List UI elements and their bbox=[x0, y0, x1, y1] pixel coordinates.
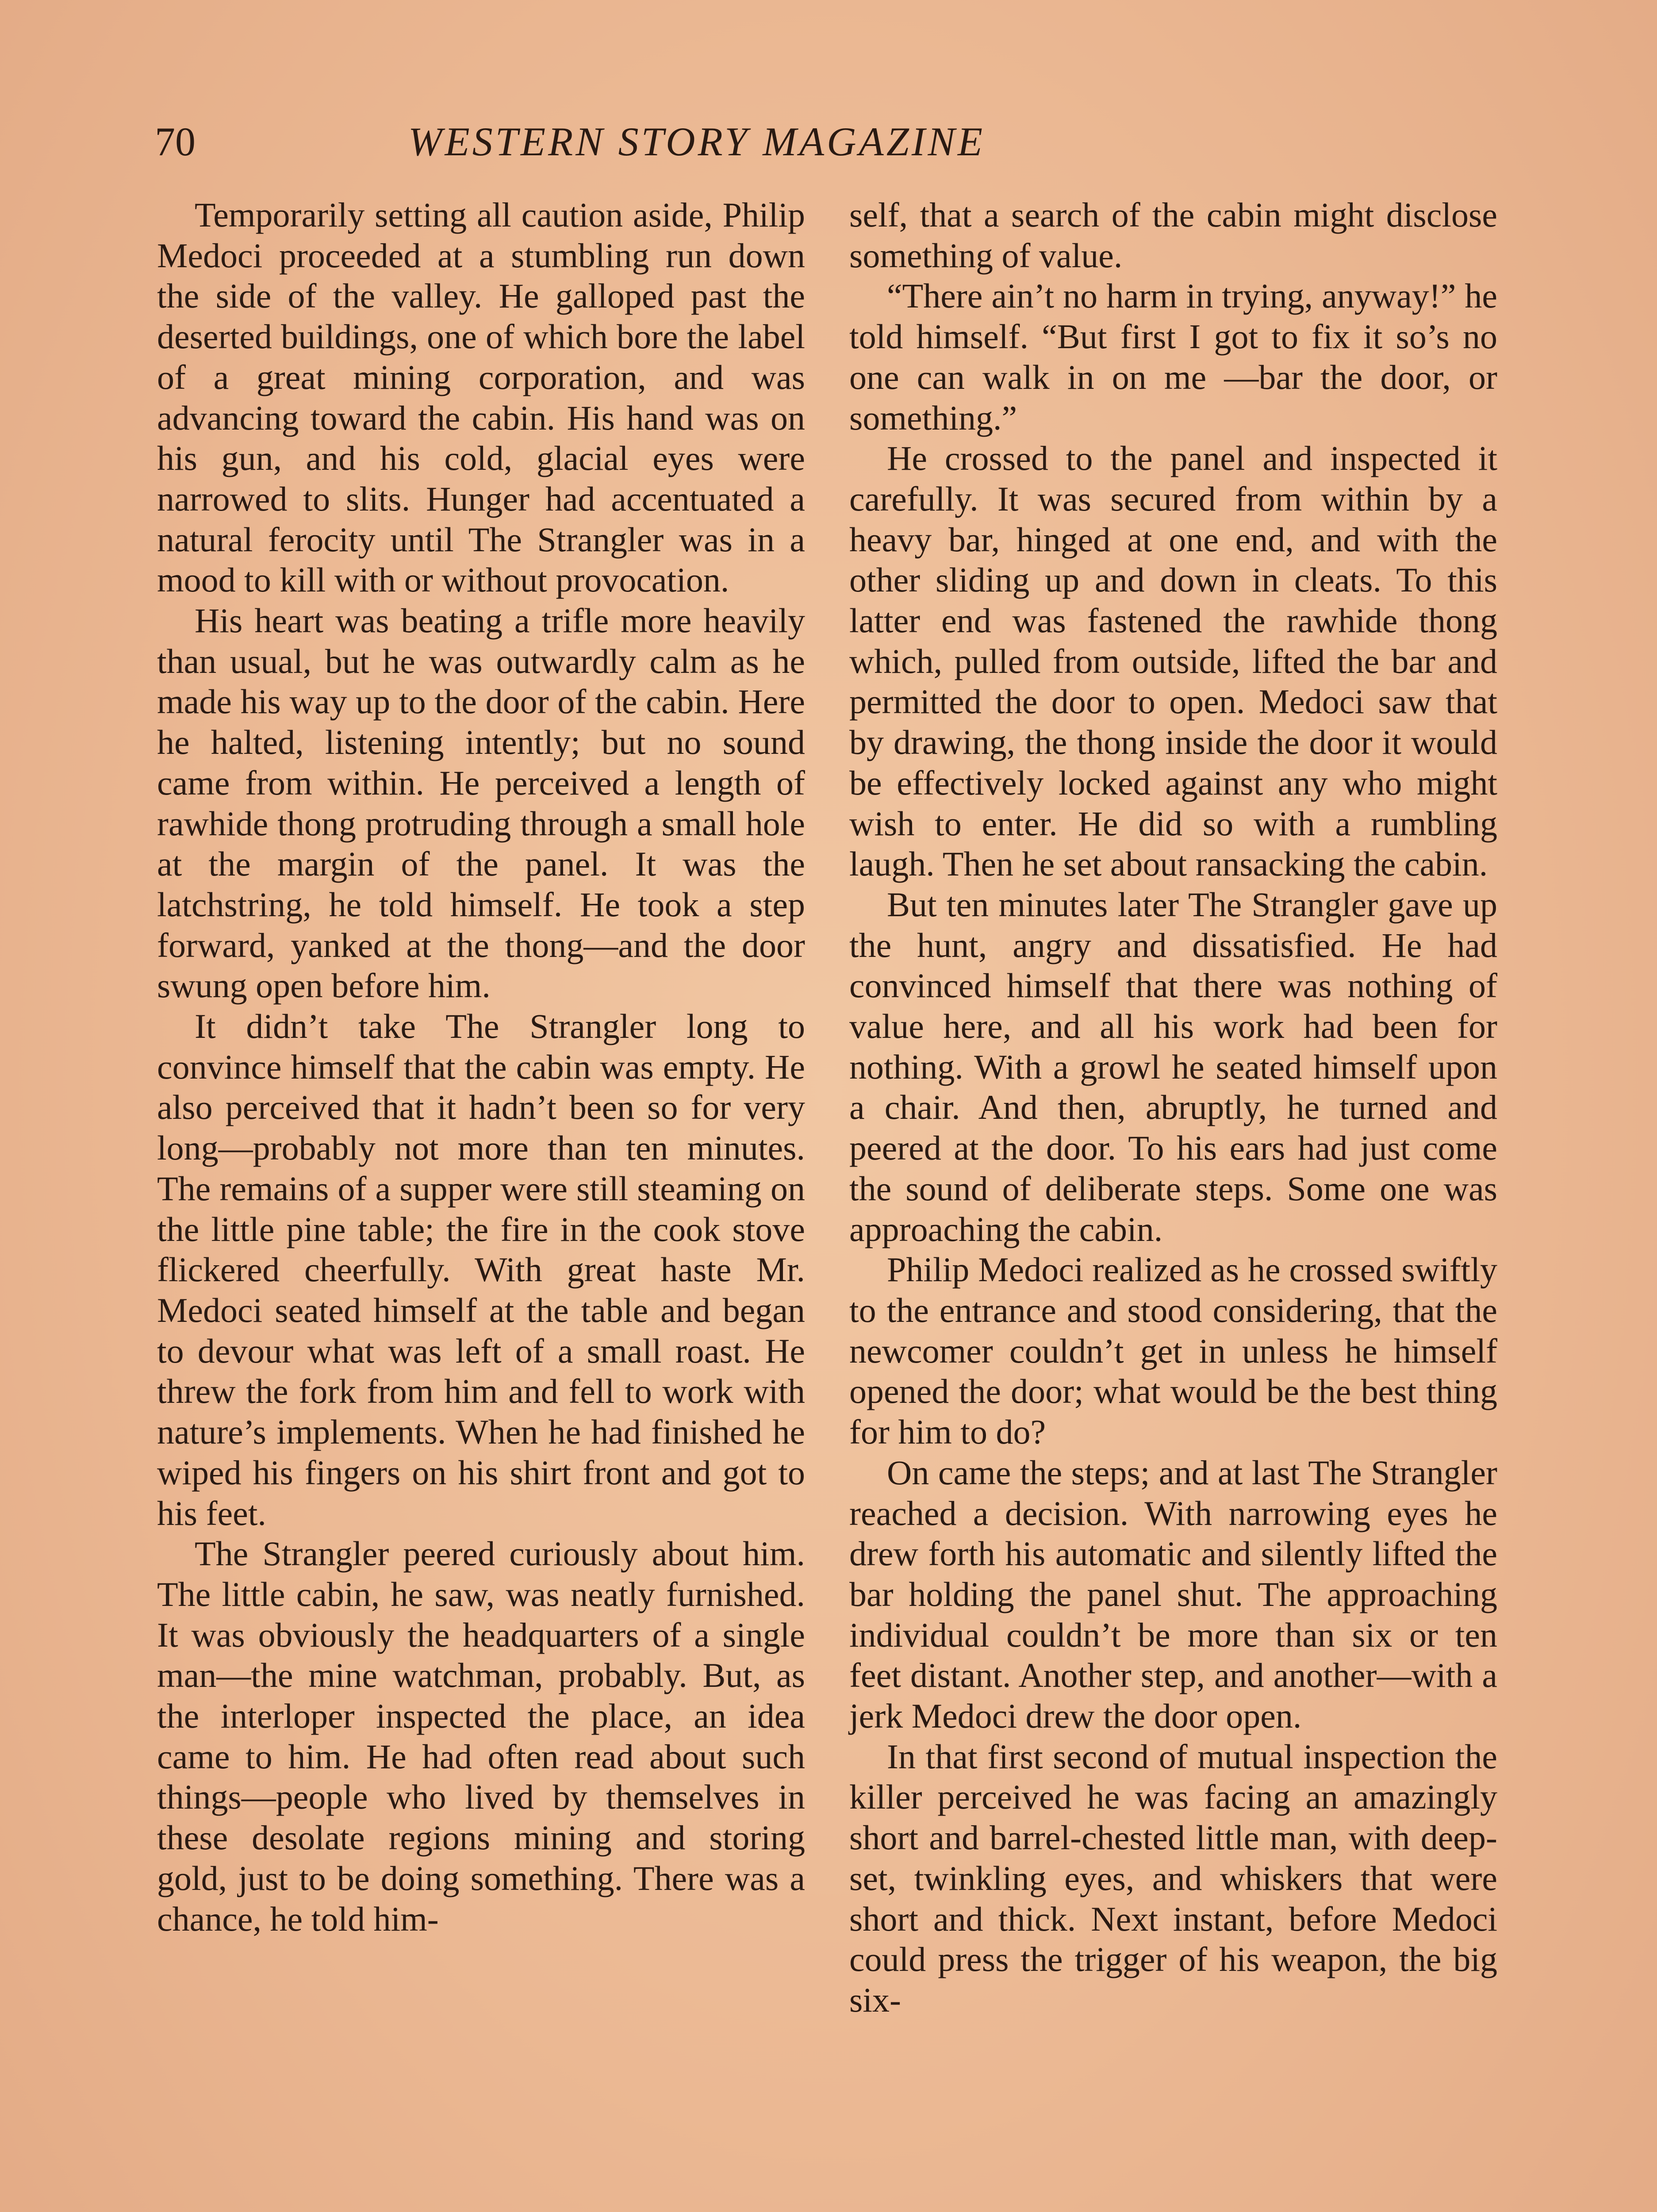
running-title: WESTERN STORY MAGAZINE bbox=[408, 119, 986, 164]
continued-paragraph: self, that a search of the cabin might disclose something of value. bbox=[849, 196, 1497, 275]
left-column bbox=[157, 195, 805, 1939]
paragraph: The Strangler peered curiously about him. The little cabin, he saw, was neatly furnished. It was obviously the headquarters of a single man—the mine watchman, probably. But, as the interloper inspected the place, an idea came to him. He had often read about such things—people who lived by themselves in these desolate regions mining and storing gold, just to be doing something. There was a chance, he told him- bbox=[157, 1534, 805, 1938]
paragraph: Temporarily setting all caution aside, Philip Medoci proceeded at a stumbling run down the side of the valley. He galloped past the deserted buildings, one of which bore the label of a great mining corporation, and was advancing toward the cabin. His hand was on his gun, and his cold, glacial eyes were narrowed to slits. Hunger had accentuated a natural ferocity until The Strangler was in a mood to kill with or without provocation. bbox=[157, 196, 805, 599]
paragraph: He crossed to the panel and inspected it carefully. It was secured from within by a heavy bar, hinged at one end, and with the other sliding up and down in cleats. To this latter end was fastened the rawhide thong which, pulled from outside, lifted the bar and permitted the door to open. Medoci saw that by drawing, the thong inside the door it would be effectively locked against any who might wish to enter. He did so with a rumbling laugh. Then he set about ransacking the cabin. bbox=[849, 439, 1497, 883]
paragraph: But ten minutes later The Strangler gave up the hunt, angry and dissatisfied. He had convinced himself that there was nothing of value here, and all his work had been for nothing. With a growl he seated himself upon a chair. And then, abruptly, he turned and peered at the door. To his ears had just come the sound of deliberate steps. Some one was approaching the cabin. bbox=[849, 885, 1497, 1248]
paragraph: “There ain’t no harm in trying, anyway!” he told himself. “But first I got to fix it so’s no one can walk in on me —bar the door, or something.” bbox=[849, 276, 1497, 437]
page-number: 70 bbox=[155, 119, 196, 164]
paragraph: It didn’t take The Strangler long to convince himself that the cabin was empty. He also perceived that it hadn’t been so for very long—probably not more than ten minutes. The remains of a supper were still steaming on the little pine table; the fire in the cook stove flickered cheerfully. With great haste Mr. Medoci seated himself at the table and began to devour what was left of a small roast. He threw the fork from him and fell to work with nature’s implements. When he had finished he wiped his fingers on his shirt front and got to his feet. bbox=[157, 1007, 805, 1532]
right-column bbox=[849, 195, 1497, 2020]
page-header bbox=[155, 113, 1150, 170]
paragraph: On came the steps; and at last The Strangler reached a decision. With narrowing eyes he drew forth his automatic and silently lifted the bar holding the panel shut. The approaching individual couldn’t be more than six or ten feet distant. Another step, and another—with a jerk Medoci drew the door open. bbox=[849, 1453, 1497, 1736]
paragraph: In that first second of mutual inspection the killer perceived he was facing an amazingly short and barrel-chested little man, with deep-set, twinkling eyes, and whiskers that were short and thick. Next instant, before Medoci could press the trigger of his weapon, the big six- bbox=[849, 1737, 1497, 2019]
paragraph: His heart was beating a trifle more heavily than usual, but he was outwardly calm as he made his way up to the door of the cabin. Here he halted, listening intently; but no sound came from within. He perceived a length of rawhide thong protruding through a small hole at the margin of the panel. It was the latchstring, he told himself. He took a step forward, yanked at the thong—and the door swung open before him. bbox=[157, 601, 805, 1005]
paragraph: Philip Medoci realized as he crossed swiftly to the entrance and stood considering, that the newcomer couldn’t get in unless he himself opened the door; what would be the best thing for him to do? bbox=[849, 1250, 1497, 1452]
